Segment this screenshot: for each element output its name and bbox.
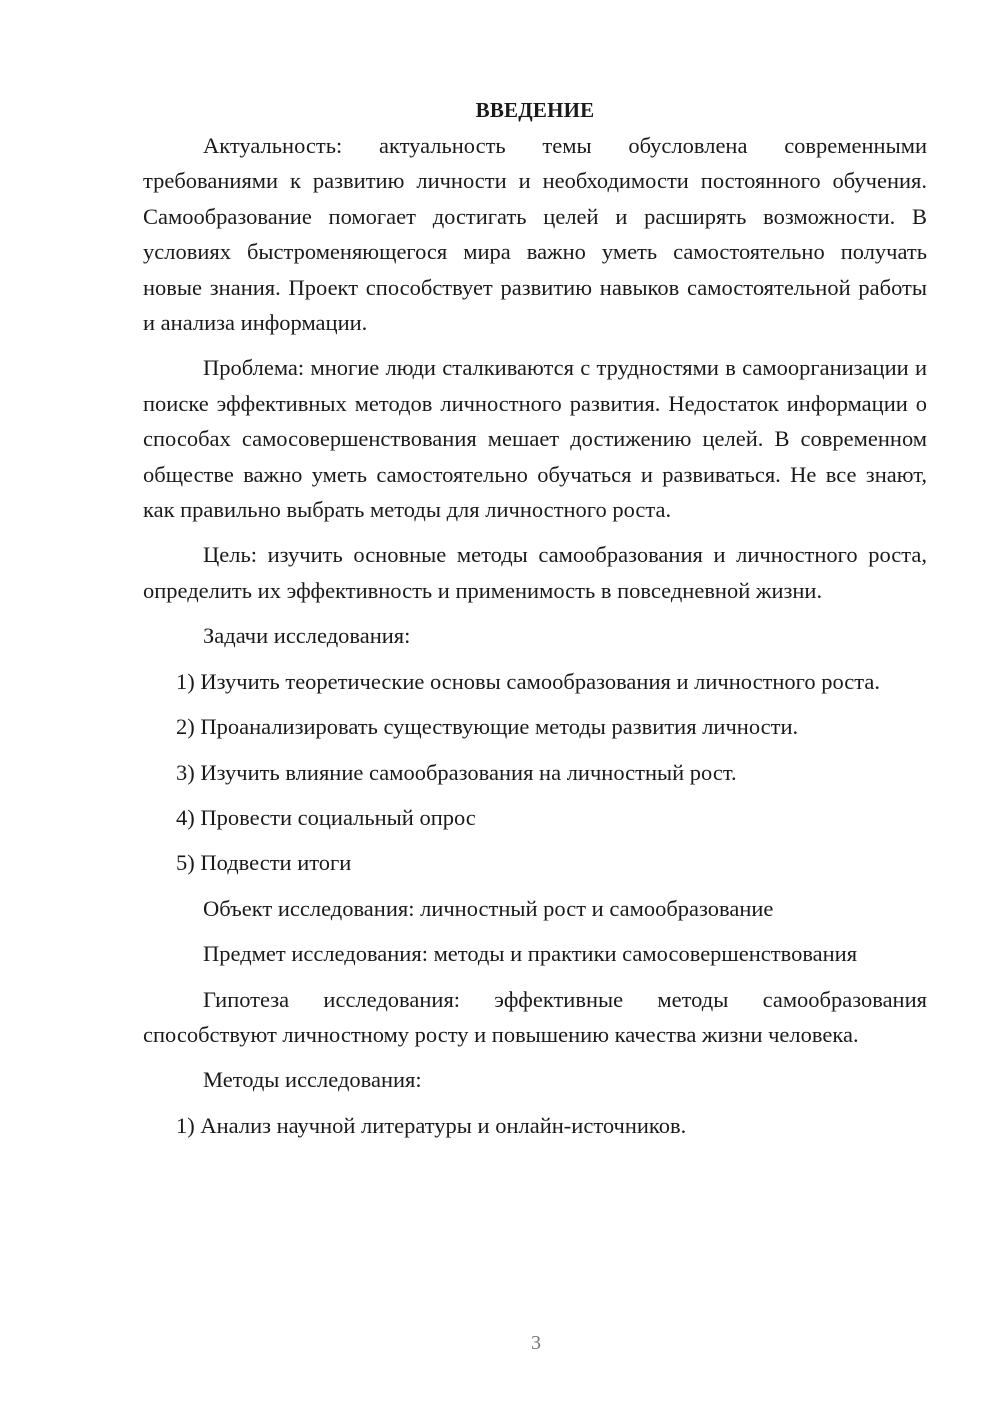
object-paragraph: Объект исследования: личностный рост и самообразование — [203, 895, 774, 921]
subject-paragraph: Предмет исследования: методы и практики самосовершенствования — [203, 941, 858, 967]
hypothesis-paragraph: Гипотеза исследования: эффективные методы самообразования способствуют личностному росту и повышению качества жизни человека. — [143, 986, 927, 1047]
document-page — [143, 92, 927, 1143]
methods-heading: Методы исследования: — [203, 1067, 422, 1093]
goal-paragraph: Цель: изучить основные методы самообразования и личностного роста, определить их эффективность и применимость в повседневной жизни. — [143, 542, 927, 603]
page-number: 3 — [531, 1332, 541, 1354]
task-item: 1) Изучить теоретические основы самообразования и личностного роста. — [176, 668, 880, 694]
task-item: 3) Изучить влияние самообразования на личностный рост. — [176, 759, 737, 785]
tasks-heading: Задачи исследования: — [203, 623, 411, 649]
page-title: ВВЕДЕНИЕ — [475, 98, 595, 122]
relevance-paragraph: Актуальность: актуальность темы обусловлена современными требованиями к развитию личности и необходимости постоянного обучения. Самообразование помогает достигать целей и расширять возможности. В условиях быстроменяющегося мира важно уметь самостоятельно получать новые знания. Проект способствует развитию навыков самостоятельной работы и анализа информации. — [143, 133, 927, 336]
method-item: 1) Анализ научной литературы и онлайн-источников. — [176, 1112, 687, 1138]
task-item: 2) Проанализировать существующие методы развития личности. — [176, 714, 799, 740]
task-item: 4) Провести социальный опрос — [176, 804, 476, 830]
task-item: 5) Подвести итоги — [176, 850, 352, 876]
problem-paragraph: Проблема: многие люди сталкиваются с трудностями в самоорганизации и поиске эффективных методов личностного развития. Недостаток информации о способах самосовершенствования мешает достижению целей. В современном обществе важно уметь самостоятельно обучаться и развиваться. Не все знают, как правильно выбрать методы для личностного роста. — [143, 355, 927, 523]
